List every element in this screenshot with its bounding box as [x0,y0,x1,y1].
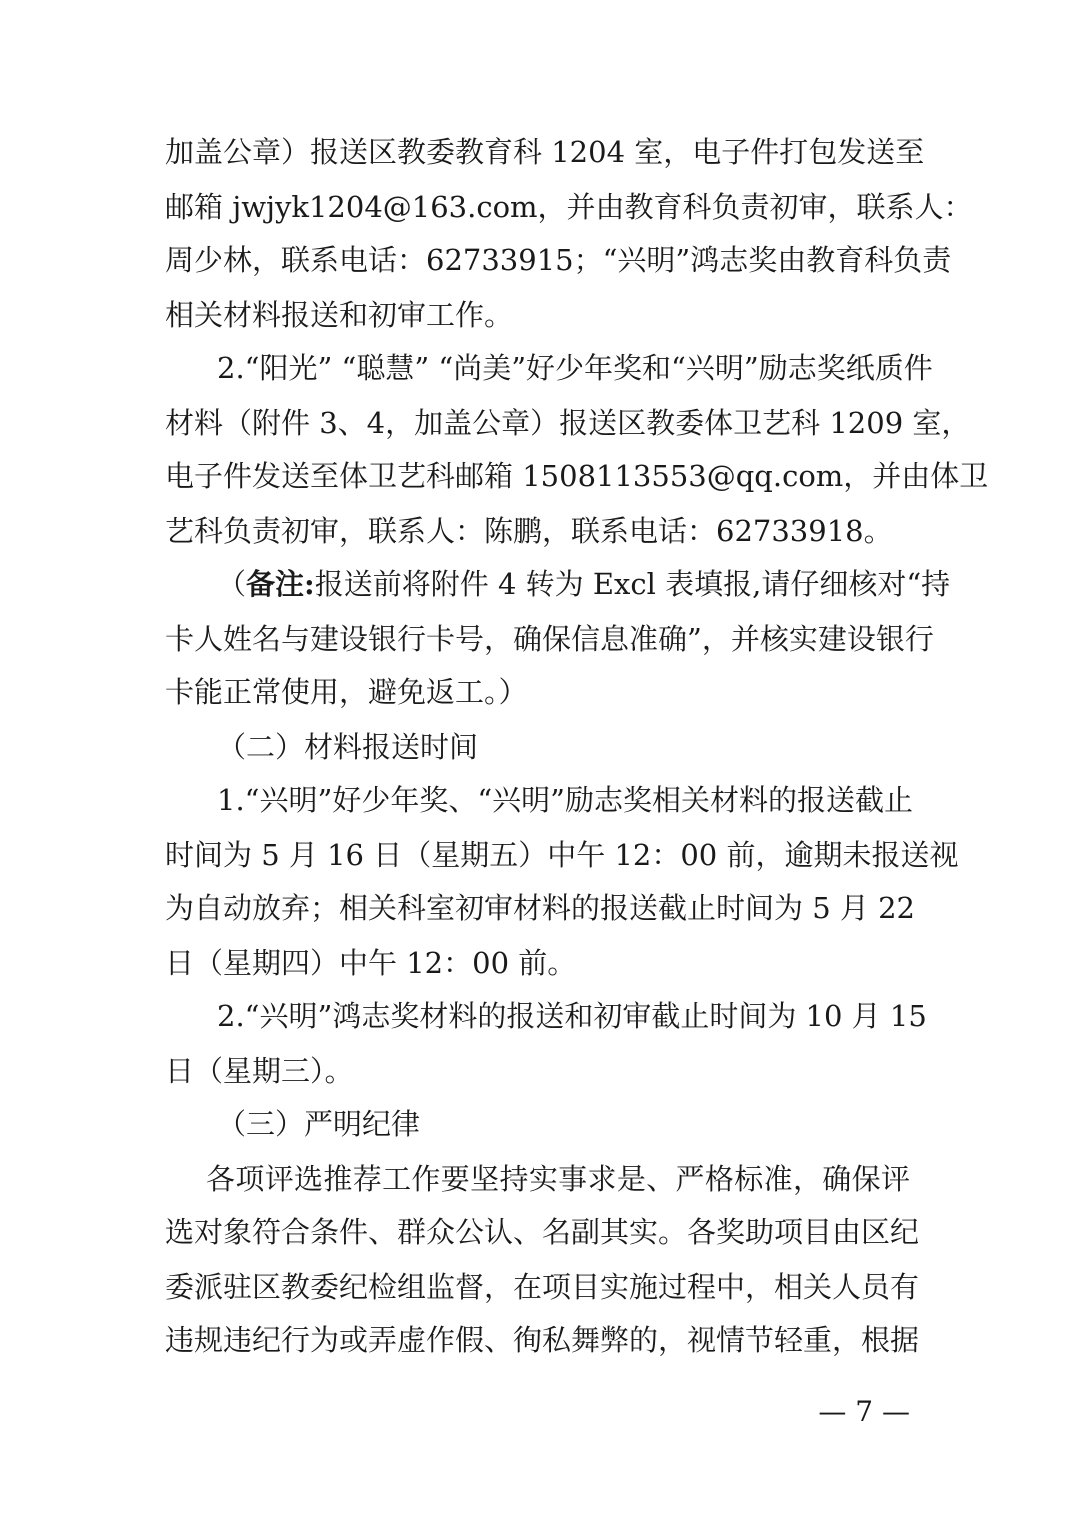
paragraph-line: 日（星期三）。 [165,1054,354,1088]
note-line [217,564,951,604]
page-number: — 7 — [818,1395,910,1428]
paragraph-line: 各项评选推荐工作要坚持实事求是、严格标准，确保评 [206,1162,910,1196]
paragraph-line: 邮箱 jwjyk1204@163.com，并由教育科负责初审，联系人： [165,190,973,224]
paragraph-line: 材料（附件 3、4，加盖公章）报送区教委体卫艺科 1209 室， [165,406,971,440]
paragraph-line: 时间为 5 月 16 日（星期五）中午 12：00 前，逾期未报送视 [165,838,959,872]
paragraph-line: 卡人姓名与建设银行卡号，确保信息准确”，并核实建设银行 [165,622,934,656]
paragraph-line: 委派驻区教委纪检组监督，在项目实施过程中，相关人员有 [165,1270,920,1304]
paragraph-line: 2.“阳光” “聪慧” “尚美”好少年奖和“兴明”励志奖纸质件 [217,351,933,385]
section-heading: （三）严明纪律 [217,1107,421,1141]
paragraph-line: 加盖公章）报送区教委教育科 1204 室，电子件打包发送至 [165,135,925,169]
note-label: 备注: [246,567,315,601]
note-text: 报送前将附件 4 转为 Excl 表填报,请仔细核对“持 [314,567,951,601]
paragraph-line: 违规违纪行为或弄虚作假、徇私舞弊的，视情节轻重，根据 [165,1323,920,1357]
paragraph-line: 卡能正常使用，避免返工。） [165,675,528,709]
paragraph-line: 艺科负责初审，联系人：陈鹏，联系电话：62733918。 [165,514,893,548]
paragraph-line: 选对象符合条件、群众公认、名副其实。各奖助项目由区纪 [165,1215,920,1249]
section-heading: （二）材料报送时间 [217,730,479,764]
paragraph-line: 1.“兴明”好少年奖、“兴明”励志奖相关材料的报送截止 [217,783,913,817]
paragraph-line: 电子件发送至体卫艺科邮箱 1508113553@qq.com，并由体卫 [165,459,989,493]
paragraph-line: 2.“兴明”鸿志奖材料的报送和初审截止时间为 10 月 15 [217,999,927,1033]
paragraph-line: 相关材料报送和初审工作。 [165,298,514,332]
paragraph-line: 周少林，联系电话：62733915；“兴明”鸿志奖由教育科负责 [165,243,952,277]
paragraph-line: 日（星期四）中午 12：00 前。 [165,946,577,980]
paragraph-line: 为自动放弃；相关科室初审材料的报送截止时间为 5 月 22 [165,891,916,925]
note-open-paren: （ [217,567,247,601]
